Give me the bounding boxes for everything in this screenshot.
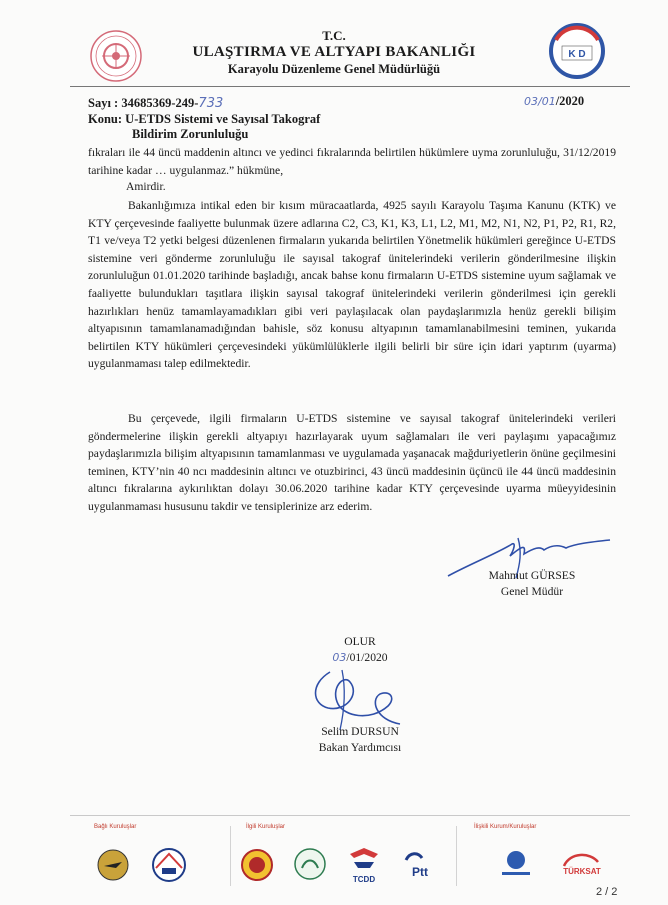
signatory-1 xyxy=(462,568,602,600)
header-rule xyxy=(70,86,630,87)
olur-date: 03/01/2020 xyxy=(332,651,388,664)
signatory-1-title: Genel Müdür xyxy=(500,585,564,598)
signatory-1-name: Mahmut GÜRSES xyxy=(488,569,576,582)
ministry-seal-icon xyxy=(84,28,148,84)
kiyi-emniyeti-logo-icon xyxy=(292,846,328,882)
ptt-logo-text: Ptt xyxy=(412,865,428,879)
signatory-2-title: Bakan Yardımcısı xyxy=(318,741,402,754)
tcdd-logo-icon xyxy=(344,844,384,886)
subject-line2: Bildirim Zorunluluğu xyxy=(132,127,249,141)
turksat-logo-text: TÜRKSAT xyxy=(563,867,601,876)
amirdir-line: Amirdir. xyxy=(126,180,166,193)
kd-logo-text: K D xyxy=(568,49,586,60)
header-ministry: ULAŞTIRMA VE ALTYAPI BAKANLIĞI xyxy=(192,44,476,60)
sayi-handwritten: 733 xyxy=(198,96,224,111)
footer-rule xyxy=(70,815,630,816)
footer-label-related: İlgili Kuruluşlar xyxy=(246,824,286,830)
header-tc: T.C. xyxy=(322,28,346,43)
paragraph-2: Bakanlığımıza intikal eden bir kısım müracaatlarda, 4925 sayılı Karayolu Taşıma Kanunu (KTK) ve KTY çerçevesinde faaliyette bulunmak üzere adlarına C2, C3, K1, K3, L1, L2, M1, M2, N1, N2, P1, P2, R1, R2, T1 ve/veya T2 yetki belgesi düzenlenen firmaların yukarıda belirtilen Yönetmelik hükümleri gereğince U-ETDS sistemine veri gönderme zorunluluğu ile sayısal takograf ünitelerindeki verilerin gönderilmesine ilişkin zorunluluğun 01.01.2020 tarihinde başladığı, ancak bahse konu firmaların U-ETDS sistemine uyum sağlamak ve faaliyette bulundukları taşıtlara ilişkin sayısal takograf ünitelerindeki verilerin gönderilmesi için gerekli hazırlıkları henüz tamamlayamadıkları gibi veri paylaşılacak olan paydaşlarımızla henüz gerekli bilişim altyapısının tamamlanamadığından bahisle, söz konusu altyapının tamamlanabilmesini teminen, yukarıda belirtilen KTY hükümleri çerçevesindeki yükümlülüklerle ilgili belirli bir süre için idari yaptırım (uyarma) uygulanmaması talep edilmektedir. xyxy=(88,199,616,371)
footer-label-affiliated: Bağlı Kuruluşlar xyxy=(94,824,137,830)
signatory-2-name: Selim DURSUN xyxy=(321,725,399,738)
ptt-logo-icon xyxy=(400,846,440,882)
kgm-logo-icon xyxy=(150,846,188,884)
subject xyxy=(88,112,320,142)
subject-line1: Konu: U-ETDS Sistemi ve Sayısal Takograf xyxy=(88,112,321,126)
header-directorate: Karayolu Düzenleme Genel Müdürlüğü xyxy=(227,62,441,76)
btk-logo-icon xyxy=(496,846,536,882)
footer-divider-2 xyxy=(456,826,457,886)
shgm-logo-icon xyxy=(240,848,274,882)
kd-logo-icon xyxy=(548,20,606,82)
date-printed: /2020 xyxy=(555,94,585,108)
turksat-logo-icon xyxy=(556,846,606,882)
paragraph-3: Bu çerçevede, ilgili firmaların U-ETDS sistemine ve sayısal takograf ünitelerindeki verileri göndermelerine ilişkin gerekli altyapıyı hazırlayarak uyum sağlamaları ile veri paylaşımı yapacağımız paydaşlarımızla bilişim altyapısının tamamlanması ve uygulamada yaşanacak mağduriyetlerin önüne geçilmesini teminen, KTY’nin 40 ncı maddesinin altıncı ve otuzbirinci, 43 üncü maddesinin üçüncü ile 44 üncü maddesinin altıncı fıkralarına aykırılıktan dolayı 30.06.2020 tarihine kadar KTY çerçevesinde uyarma müeyyidesinin uygulanmaması hususunu takdir ve tensiplerinize arz ederim. xyxy=(88,412,616,513)
olur-date-handwritten: 03 xyxy=(332,651,347,664)
approval-block xyxy=(290,634,430,666)
footer-label-associated: İlişkili Kurum/Kuruluşlar xyxy=(474,824,537,830)
date-handwritten: 03/01 xyxy=(524,95,556,108)
page-number: 2 / 2 xyxy=(596,886,618,898)
footer-divider-1 xyxy=(230,826,231,886)
reference-number xyxy=(88,96,223,111)
olur-label: OLUR xyxy=(344,635,376,648)
document-date xyxy=(524,94,584,109)
signatory-2 xyxy=(285,724,435,756)
sayi-label: Sayı : 34685369-249- xyxy=(88,96,199,110)
paragraph-1: fıkraları ile 44 üncü maddenin altıncı ve yedinci fıkralarında belirtilen hükümlere uyma zorunluluğu, 31/12/2019 tarihine kadar … uygulanmaz.” hükmüne, xyxy=(88,146,616,177)
dhmi-logo-icon xyxy=(96,848,130,882)
tcdd-logo-text: TCDD xyxy=(352,875,376,884)
